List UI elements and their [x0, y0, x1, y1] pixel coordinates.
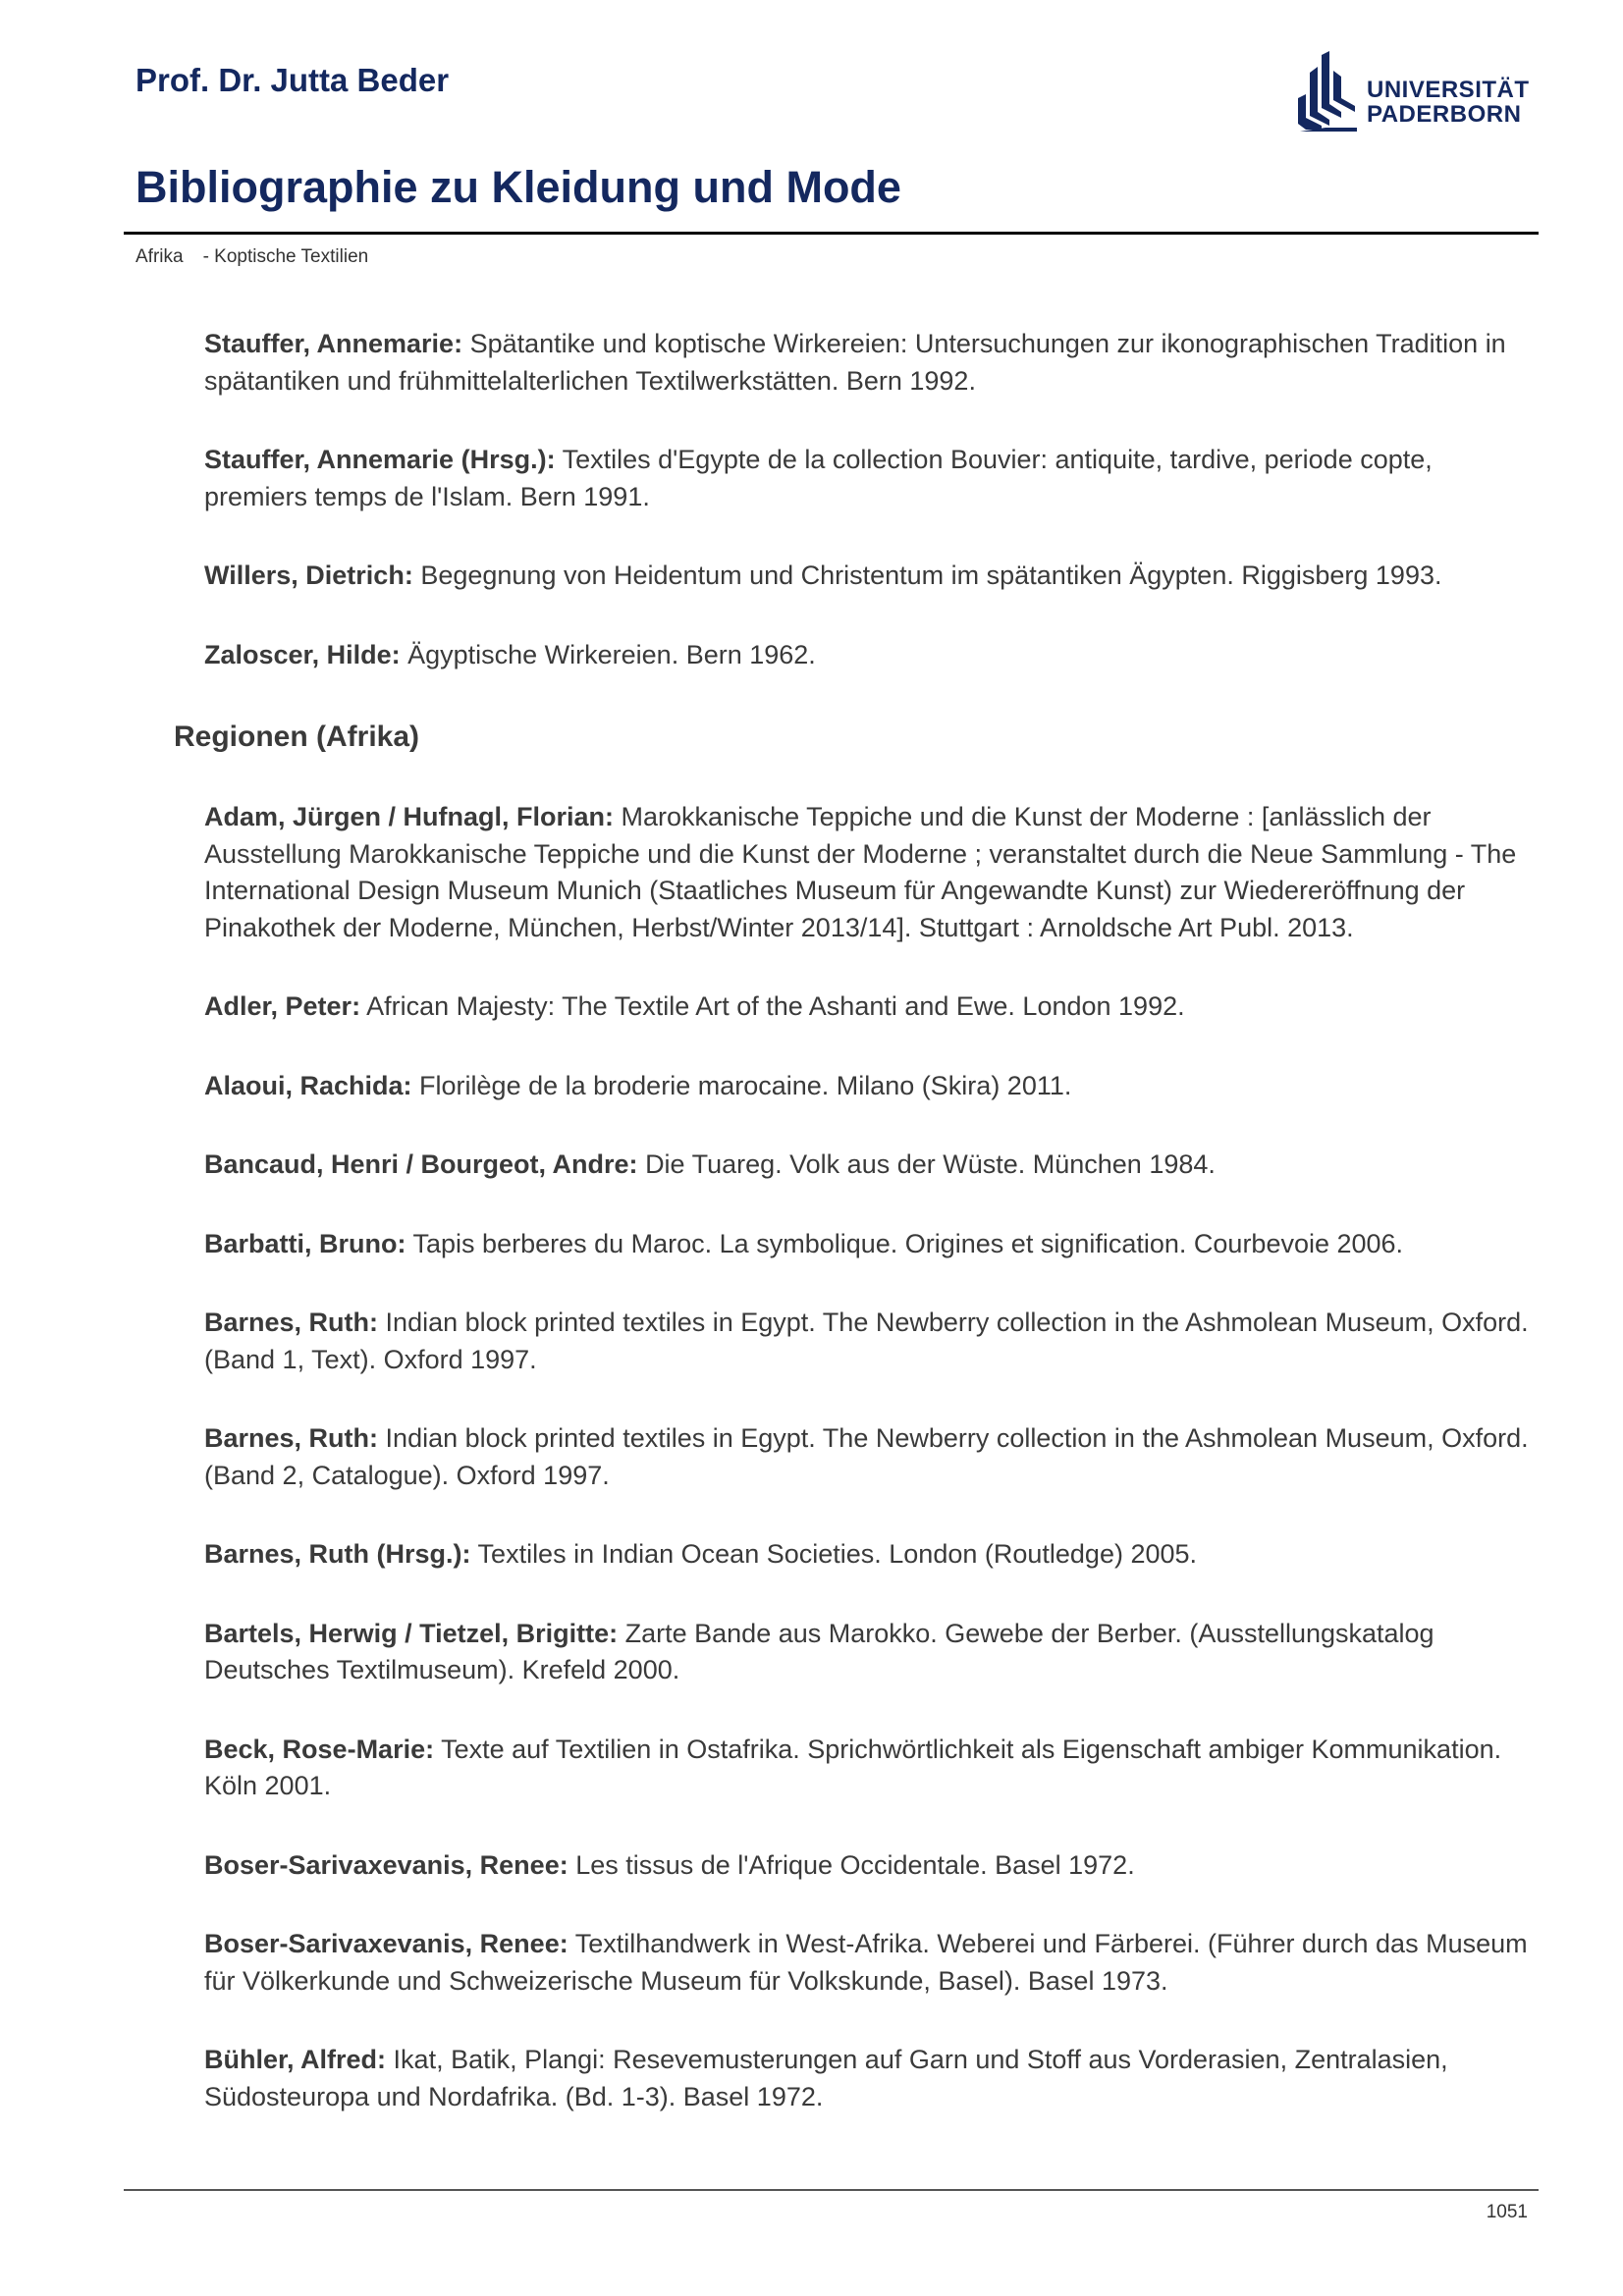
bibliography-list-top	[204, 326, 1530, 716]
entry-author: Stauffer, Annemarie:	[204, 329, 463, 358]
entry-text: Ägyptische Wirkereien. Bern 1962.	[407, 639, 816, 669]
entry-author: Stauffer, Annemarie (Hrsg.):	[204, 445, 556, 474]
entry-author: Bartels, Herwig / Tietzel, Brigitte:	[204, 1618, 619, 1648]
entry-author: Barnes, Ruth:	[204, 1308, 379, 1337]
entry-text: Marokkanische Teppiche und die Kunst der Moderne : [anlässlich der Ausstellung Marokkanische Teppiche und die Kunst der Moderne ; veranstaltet durch die Neue Sammlung - The International Design Museum Munich (Staatliches Museum für Angewandte Kunst) zur Wiedereröffnung der Pinakothek der Moderne, München, Herbst/Winter 2013/14]. Stuttgart : Arnoldsche Art Publ. 2013.	[204, 802, 1517, 942]
entry-author: Adam, Jürgen / Hufnagl, Florian:	[204, 802, 615, 831]
bibliography-entry	[204, 1536, 1530, 1574]
entry-text: Florilège de la broderie marocaine. Milano (Skira) 2011.	[419, 1070, 1072, 1100]
entry-author: Boser-Sarivaxevanis, Renee:	[204, 1929, 568, 1958]
logo-line-2: PADERBORN	[1367, 101, 1522, 128]
bibliography-entry	[204, 1420, 1530, 1494]
entry-text: Spätantike und koptische Wirkereien: Untersuchungen zur ikonographischen Tradition in spätantiken und frühmittelalterlichen Textilwerkstätten. Bern 1992.	[204, 329, 1506, 396]
entry-author: Barbatti, Bruno:	[204, 1228, 406, 1258]
bibliography-entry	[204, 1847, 1530, 1885]
entry-text: Indian block printed textiles in Egypt. The Newberry collection in the Ashmolean Museum, Oxford. (Band 1, Text). Oxford 1997.	[204, 1308, 1529, 1374]
entry-text: Die Tuareg. Volk aus der Wüste. München 1984.	[645, 1149, 1216, 1179]
bibliography-entry	[204, 799, 1530, 946]
bibliography-entry	[204, 442, 1530, 515]
entry-author: Bühler, Alfred:	[204, 2045, 387, 2074]
bibliography-entry	[204, 326, 1530, 400]
entry-text: Les tissus de l'Afrique Occidentale. Basel 1972.	[575, 1849, 1135, 1880]
entry-author: Boser-Sarivaxevanis, Renee:	[204, 1849, 568, 1880]
header-divider	[124, 232, 1539, 235]
university-logo	[1296, 51, 1530, 133]
bibliography-entry	[204, 1226, 1530, 1263]
entry-author: Adler, Peter:	[204, 991, 361, 1021]
entry-text: Textilhandwerk in West-Afrika. Weberei und Färberei. (Führer durch das Museum für Völkerkunde und Schweizerische Museum für Volkskunde, Basel). Basel 1973.	[204, 1929, 1528, 1996]
entry-author: Bancaud, Henri / Bourgeot, Andre:	[204, 1149, 638, 1179]
entry-text: Zarte Bande aus Marokko. Gewebe der Berber. (Ausstellungskatalog Deutsches Textilmuseum). Krefeld 2000.	[204, 1618, 1434, 1684]
entry-text: Textiles in Indian Ocean Societies. London (Routledge) 2005.	[477, 1539, 1198, 1569]
entry-author: Zaloscer, Hilde:	[204, 639, 401, 669]
entry-text: Indian block printed textiles in Egypt. The Newberry collection in the Ashmolean Museum, Oxford. (Band 2, Catalogue). Oxford 1997.	[204, 1423, 1529, 1490]
author-name: Prof. Dr. Jutta Beder	[135, 62, 450, 98]
footer-divider	[124, 2189, 1539, 2191]
logo-line-1: UNIVERSITÄT	[1367, 77, 1530, 103]
page-number: 1051	[1486, 2202, 1528, 2222]
entry-author: Barnes, Ruth (Hrsg.):	[204, 1539, 471, 1569]
bibliography-entry	[204, 1068, 1530, 1105]
entry-author: Willers, Dietrich:	[204, 561, 413, 590]
bibliography-entry	[204, 637, 1530, 674]
bibliography-entry	[204, 1147, 1530, 1184]
entry-author: Barnes, Ruth:	[204, 1423, 379, 1453]
bibliography-entry	[204, 2042, 1530, 2115]
university-logo-icon	[1296, 51, 1361, 132]
entry-text: Ikat, Batik, Plangi: Resevemusterungen auf Garn und Stoff aus Vorderasien, Zentralasien, Südosteuropa und Nordafrika. (Bd. 1-3). Basel 1972.	[204, 2045, 1448, 2111]
breadcrumb-item: Afrika	[135, 246, 184, 267]
breadcrumb	[135, 246, 368, 268]
entry-text: Tapis berberes du Maroc. La symbolique. Origines et signification. Courbevoie 2006.	[412, 1228, 1404, 1258]
entry-text: Textiles d'Egypte de la collection Bouvier: antiquite, tardive, periode copte, premiers temps de l'Islam. Bern 1991.	[204, 445, 1433, 511]
bibliography-list-regions	[204, 799, 1530, 2158]
bibliography-entry	[204, 1305, 1530, 1378]
bibliography-entry	[204, 558, 1530, 595]
entry-text: Texte auf Textilien in Ostafrika. Sprichwörtlichkeit als Eigenschaft ambiger Kommunikation. Köln 2001.	[204, 1734, 1502, 1800]
bibliography-entry	[204, 1732, 1530, 1805]
entry-text: Begegnung von Heidentum und Christentum im spätantiken Ägypten. Riggisberg 1993.	[420, 561, 1442, 590]
entry-text: African Majesty: The Textile Art of the Ashanti and Ewe. London 1992.	[366, 991, 1185, 1021]
entry-author: Beck, Rose-Marie:	[204, 1734, 435, 1764]
bibliography-entry	[204, 1926, 1530, 2000]
bibliography-entry	[204, 1616, 1530, 1689]
breadcrumb-item: - Koptische Textilien	[202, 246, 369, 267]
section-heading: Regionen (Afrika)	[174, 721, 420, 753]
bibliography-entry	[204, 988, 1530, 1026]
entry-author: Alaoui, Rachida:	[204, 1070, 412, 1100]
document-title: Bibliographie zu Kleidung und Mode	[135, 162, 901, 212]
